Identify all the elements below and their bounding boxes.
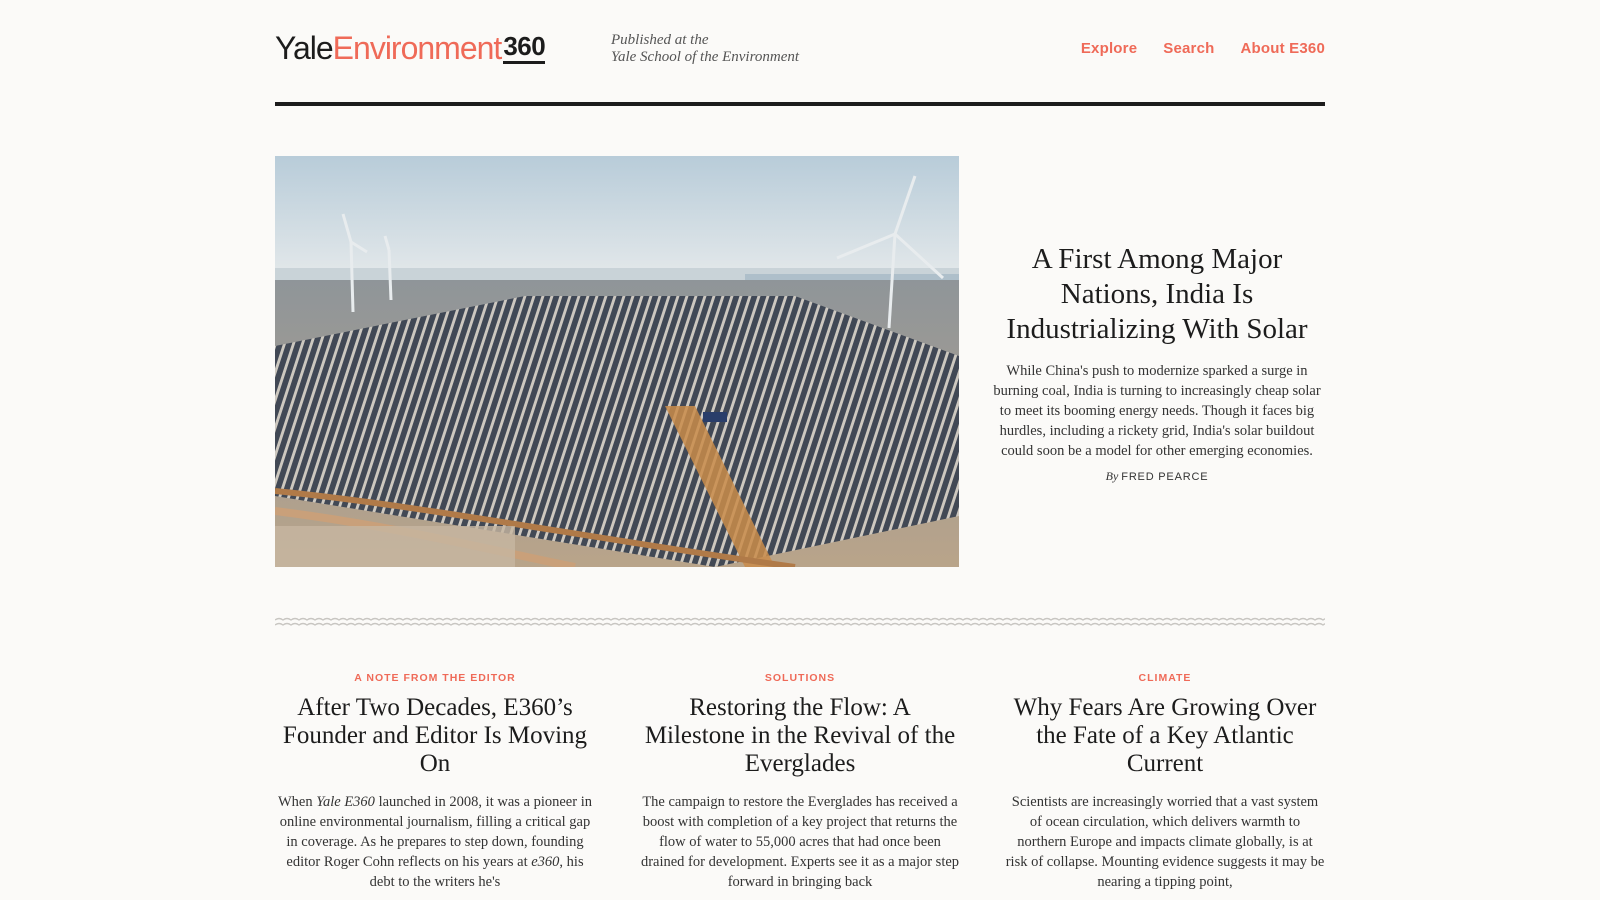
logo-environment: Environment <box>332 30 502 66</box>
tagline-line-1: Published at the <box>611 32 709 48</box>
tagline <box>611 32 799 66</box>
hero-summary: While China's push to modernize sparked a surge in burning coal, India is turning to increasingly cheap solar to meet its booming energy needs. Though it faces big hurdles, including a rickety grid, India's solar buildout could soon be a model for other emerging economies. <box>993 363 1321 459</box>
card-category[interactable]: SOLUTIONS <box>764 672 836 684</box>
card-headline[interactable]: After Two Decades, E360’s Founder and Editor Is Moving On <box>282 694 588 777</box>
hero-text <box>989 242 1325 484</box>
hero-story <box>275 156 1325 567</box>
logo-360: 360 <box>503 31 545 64</box>
card-summary: Scientists are increasingly worried that a vast system of ocean circulation, which delivers warmth to northern Europe and impacts climate globally, is at risk of collapse. Mounting evidence suggests it may be nearing a tipping point, <box>1005 794 1325 890</box>
card-headline[interactable]: Why Fears Are Growing Over the Fate of a Key Atlantic Current <box>1013 694 1317 777</box>
main-nav <box>1081 40 1325 57</box>
nav-explore[interactable]: Explore <box>1080 40 1138 57</box>
site-logo[interactable] <box>275 30 545 66</box>
wavy-divider <box>275 615 1325 629</box>
solar-farm-image <box>275 156 959 567</box>
story-card <box>275 672 595 892</box>
card-summary: The campaign to restore the Everglades has received a boost with completion of a key project that returns the flow of water to 55,000 acres that had once been drained for development. Experts see it as a major step forward in bringing back <box>640 794 960 890</box>
tagline-line-2: Yale School of the Environment <box>611 49 800 65</box>
byline-by: By <box>1105 469 1119 483</box>
nav-search[interactable]: Search <box>1163 40 1215 57</box>
hero-byline <box>989 469 1325 484</box>
card-category[interactable]: CLIMATE <box>1138 672 1192 684</box>
card-category[interactable]: A NOTE FROM THE EDITOR <box>354 672 516 684</box>
card-summary: When Yale E360 launched in 2008, it was a pioneer in online environmental journalism, filling a critical gap in coverage. As he prepares to step down, founding editor Roger Cohn reflects on his years at e360, his debt to the writers he's <box>278 794 592 890</box>
logo-yale: Yale <box>275 30 333 66</box>
byline-author[interactable]: FRED PEARCE <box>1121 471 1209 483</box>
story-cards <box>275 672 1325 892</box>
story-card <box>640 672 960 892</box>
site-header <box>275 0 1325 108</box>
header-rule <box>275 102 1325 106</box>
hero-image[interactable] <box>275 156 959 567</box>
hero-headline[interactable]: A First Among Major Nations, India Is Industrializing With Solar <box>1006 243 1308 345</box>
nav-about[interactable]: About E360 <box>1240 40 1325 57</box>
story-card <box>1005 672 1325 892</box>
card-headline[interactable]: Restoring the Flow: A Milestone in the Revival of the Everglades <box>644 694 956 777</box>
